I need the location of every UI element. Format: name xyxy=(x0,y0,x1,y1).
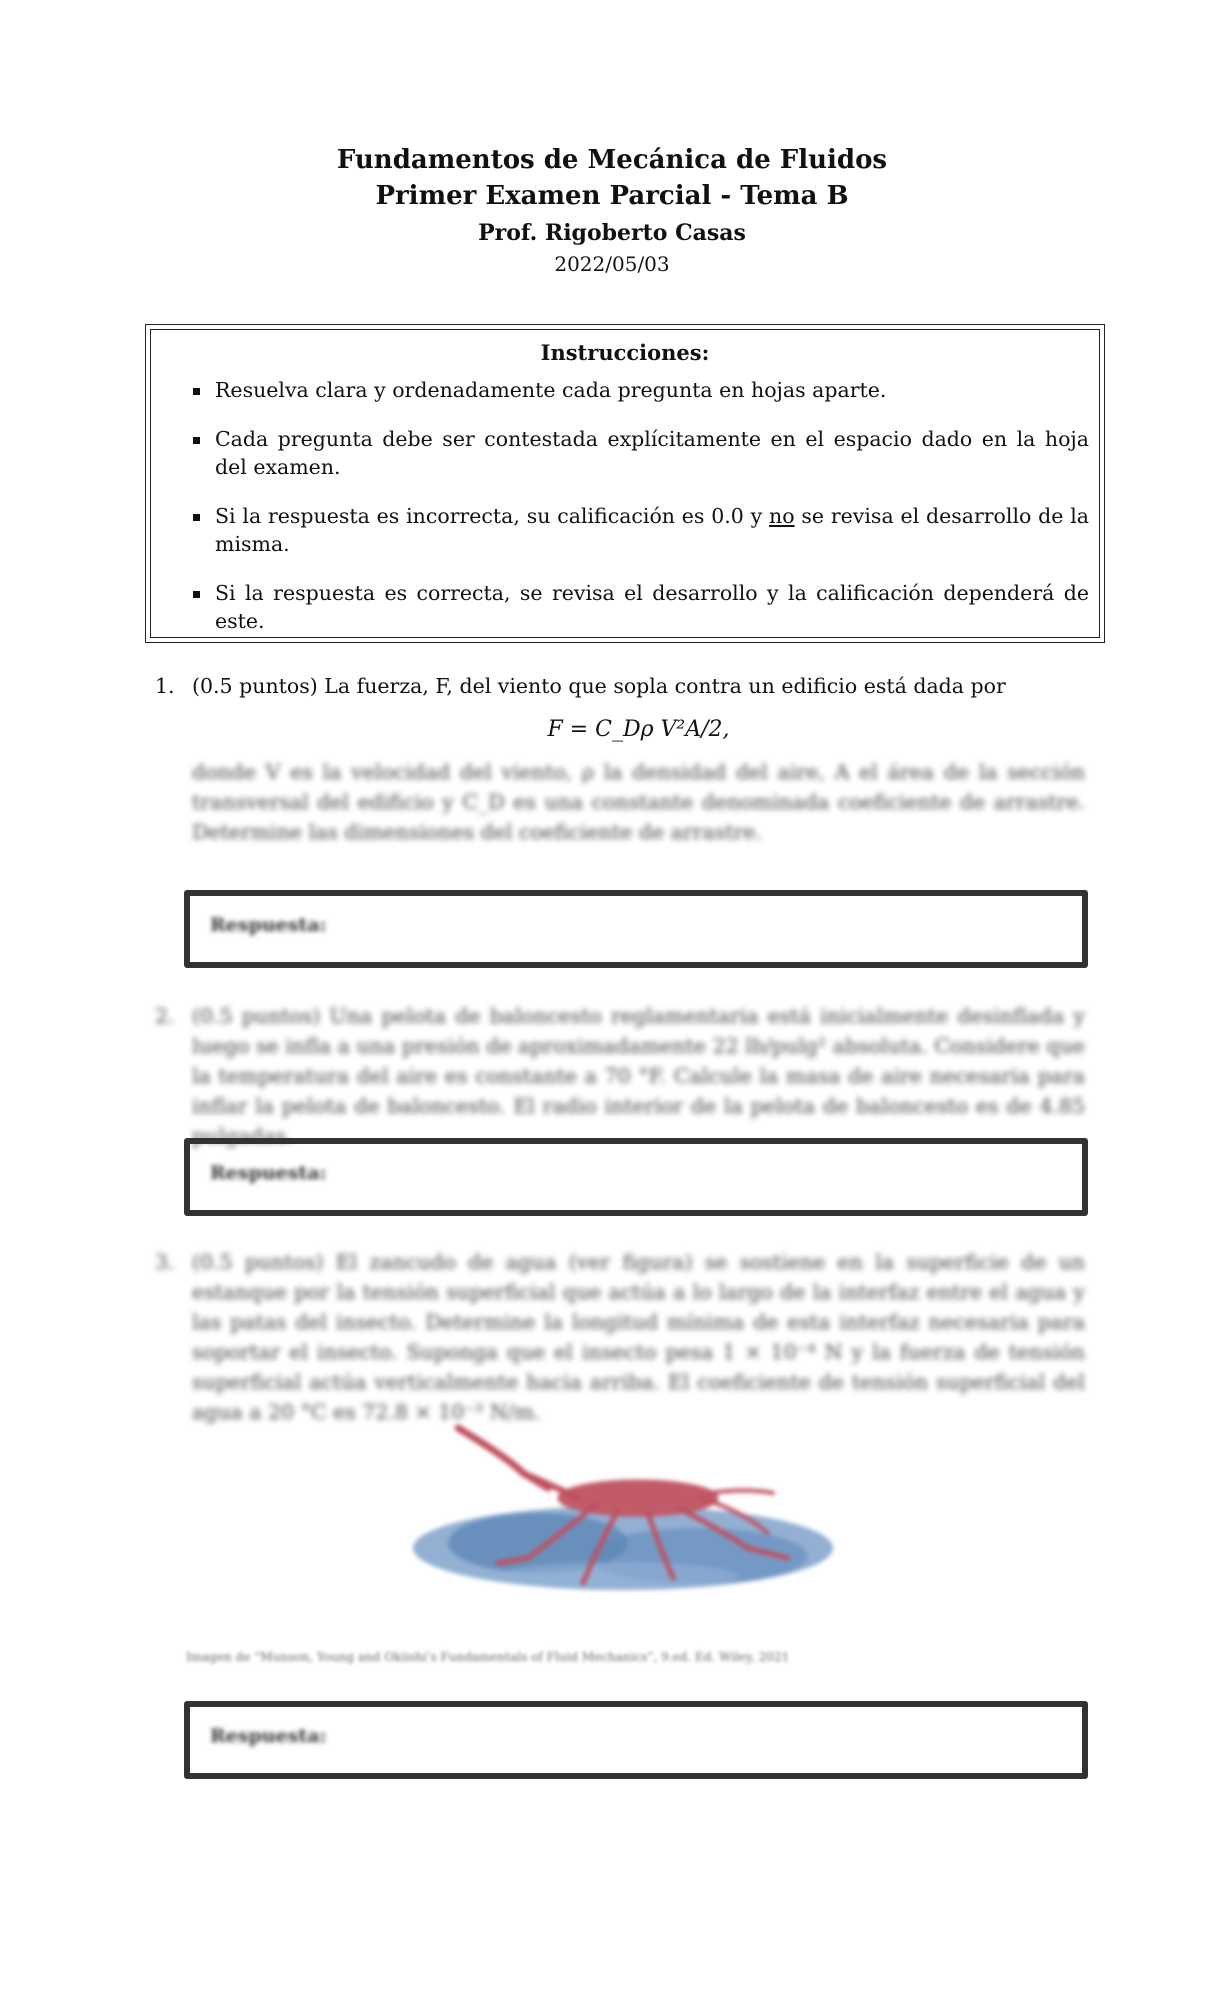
answer-label: Respuesta: xyxy=(210,914,327,936)
instruction-item: Cada pregunta debe ser contestada explícitamente en el espacio dado en la hoja del examen. xyxy=(191,425,1089,481)
professor-name: Prof. Rigoberto Casas xyxy=(478,220,746,246)
question-continuation: donde V es la velocidad del viento, ρ la densidad del aire, A el área de la sección transversal del edificio y C_D es una constante denominada coeficiente de arrastre. Determine las dimensiones del coeficiente de arrastre. xyxy=(192,760,1085,844)
question-3 xyxy=(155,1247,1085,1427)
question-text: (0.5 puntos) El zancudo de agua (ver figura) se sostiene en la superficie de un estanque por la tensión superficial que actúa a lo largo de la interfaz entre el agua y las patas del insecto. Determine la longitud mínima de esta interfaz necesaria para soportar el insecto. Suponga que el insecto pesa 1 × 10⁻⁴ N y la fuerza de tensión superficial actúa verticalmente hacia arriba. El coeficiente de tensión superficial del agua a 20 °C es 72.8 × 10⁻³ N/m. xyxy=(192,1250,1085,1424)
instruction-item: Resuelva clara y ordenadamente cada pregunta en hojas aparte. xyxy=(191,376,1089,404)
drag-formula: F = C_Dρ V²A/2, xyxy=(547,717,730,742)
instruction-item: Si la respuesta es incorrecta, su calificación es 0.0 y no se revisa el desarrollo de la misma. xyxy=(191,502,1089,558)
question-text: (0.5 puntos) Una pelota de baloncesto reglamentaria está inicialmente desinflada y luego se infla a una presión de aproximadamente 22 lb/pulg² absoluta. Considere que la temperatura del aire es constante a 70 °F. Calcule la masa de aire necesaria para inflar la pelota de baloncesto. El radio interior de la pelota de baloncesto es de 4.85 pulgadas. xyxy=(192,1004,1085,1148)
question-number: 3. xyxy=(155,1250,175,1274)
exam-header xyxy=(0,142,1224,278)
water-strider-figure xyxy=(398,1418,842,1598)
answer-label: Respuesta: xyxy=(210,1162,327,1184)
question-1 xyxy=(155,671,1085,847)
figure-caption: Imagen de “Munson, Young and Okiishi’s Fundamentals of Fluid Mechanics”, 9.ed. Ed. Wiley, 2021 xyxy=(186,1650,790,1664)
question-text: (0.5 puntos) La fuerza, F, del viento que sopla contra un edificio está dada por xyxy=(192,674,1006,698)
instruction-item: Si la respuesta es correcta, se revisa el desarrollo y la calificación dependerá de este. xyxy=(191,579,1089,635)
answer-box-1[interactable] xyxy=(184,890,1088,968)
question-2 xyxy=(155,1001,1085,1151)
underlined-no: no xyxy=(769,504,795,528)
exam-subtitle: Primer Examen Parcial - Tema B xyxy=(375,181,849,211)
instructions-box xyxy=(145,324,1105,643)
answer-box-3[interactable] xyxy=(184,1701,1088,1779)
instructions-list xyxy=(191,376,1089,635)
instructions-heading: Instrucciones: xyxy=(540,340,710,365)
answer-label: Respuesta: xyxy=(210,1725,327,1747)
answer-box-2[interactable] xyxy=(184,1138,1088,1216)
exam-date: 2022/05/03 xyxy=(554,252,670,276)
question-number: 2. xyxy=(155,1004,175,1028)
question-number: 1. xyxy=(155,674,175,698)
course-title: Fundamentos de Mecánica de Fluidos xyxy=(336,145,888,175)
